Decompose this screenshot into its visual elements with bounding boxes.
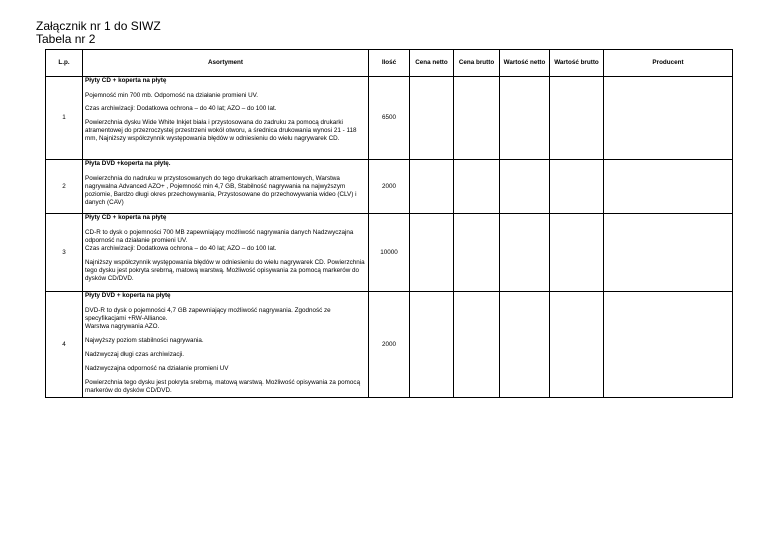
cena-brutto-cell[interactable] <box>454 160 500 214</box>
row-number: 3 <box>46 214 83 292</box>
cena-netto-cell[interactable] <box>410 77 454 160</box>
description-line: DVD-R to dysk o pojemności 4,7 GB zapewniający możliwość nagrywania. Zgodność ze specyfikacjami +RW-Alliance. <box>85 307 331 322</box>
header-asortyment: Asortyment <box>83 50 369 77</box>
table-row <box>46 292 733 398</box>
cena-brutto-cell[interactable] <box>454 292 500 398</box>
row-description <box>83 292 369 398</box>
producent-cell[interactable] <box>604 292 733 398</box>
wartosc-netto-cell[interactable] <box>500 77 550 160</box>
table-title: Tabela nr 2 <box>36 32 96 46</box>
description-line: Czas archiwizacji: Dodatkowa ochrona – do 40 lat; AZO – do 100 lat. <box>85 245 277 252</box>
wartosc-brutto-cell[interactable] <box>550 160 604 214</box>
producent-cell[interactable] <box>604 214 733 292</box>
header-ilosc: Ilość <box>369 50 410 77</box>
product-title: Płyty CD + koperta na płytę <box>85 214 167 221</box>
wartosc-netto-cell[interactable] <box>500 292 550 398</box>
description-line: Nadzwyczajna odporność na działanie promieni UV <box>85 365 229 372</box>
document-header <box>36 20 161 46</box>
header-wartosc-brutto: Wartość brutto <box>550 50 604 77</box>
description-line: Nadzwyczaj długi czas archiwizacji. <box>85 351 185 358</box>
cena-brutto-cell[interactable] <box>454 214 500 292</box>
table-row <box>46 77 733 160</box>
header-cena-brutto: Cena brutto <box>454 50 500 77</box>
row-quantity: 2000 <box>369 160 410 214</box>
description-line: Najwyższy poziom stabilności nagrywania. <box>85 337 204 344</box>
row-quantity: 6500 <box>369 77 410 160</box>
table-header-row <box>46 50 733 77</box>
producent-cell[interactable] <box>604 77 733 160</box>
products-table <box>45 49 733 398</box>
row-description <box>83 214 369 292</box>
table-row <box>46 160 733 214</box>
header-wartosc-netto: Wartość netto <box>500 50 550 77</box>
wartosc-brutto-cell[interactable] <box>550 292 604 398</box>
cena-netto-cell[interactable] <box>410 292 454 398</box>
description-line: Pojemność min 700 mb. Odporność na działanie promieni UV. <box>85 92 259 99</box>
producent-cell[interactable] <box>604 160 733 214</box>
row-number: 4 <box>46 292 83 398</box>
row-number: 1 <box>46 77 83 160</box>
row-quantity: 2000 <box>369 292 410 398</box>
wartosc-brutto-cell[interactable] <box>550 214 604 292</box>
product-title: Płyty CD + koperta na płytę <box>85 77 167 84</box>
product-title: Płyty DVD + koperta na płytę <box>85 292 171 299</box>
wartosc-netto-cell[interactable] <box>500 214 550 292</box>
row-number: 2 <box>46 160 83 214</box>
product-title: Płyta DVD +koperta na płytę. <box>85 160 171 167</box>
row-description <box>83 77 369 160</box>
header-producent: Producent <box>604 50 733 77</box>
description-line: Powierzchnia dysku Wide White Inkjet biała i przystosowana do zadruku za pomocą drukarki atramentowej do przezroczystej przestrzeni wokół otworu, a średnica drukowania wynosi 21 - 118 mm, Najniższy współczynnik występowania błędów w odniesieniu do wielu nagrywarek CD. <box>85 119 357 142</box>
cena-netto-cell[interactable] <box>410 214 454 292</box>
table-row <box>46 214 733 292</box>
cena-brutto-cell[interactable] <box>454 77 500 160</box>
attachment-title: Załącznik nr 1 do SIWZ <box>36 19 161 33</box>
wartosc-brutto-cell[interactable] <box>550 77 604 160</box>
row-quantity: 10000 <box>369 214 410 292</box>
description-line: Powierzchnia tego dysku jest pokryta srebrną, matową warstwą. Możliwość opisywania za pomocą markerów do dysków CD/DVD. <box>85 379 361 394</box>
row-description <box>83 160 369 214</box>
description-line: Warstwa nagrywania AZO. <box>85 323 160 330</box>
description-line: Najniższy współczynnik występowania błędów w odniesieniu do wielu nagrywarek CD. Powierzchnia tego dysku jest pokryta srebrną, matową warstwą. Możliwość opisywania za pomocą markerów do dysków CD/DVD. <box>85 259 365 282</box>
description-line: CD-R to dysk o pojemności 700 MB zapewniający możliwość nagrywania danych Nadzwyczajna odporność na działanie promieni UV. <box>85 229 354 244</box>
header-cena-netto: Cena netto <box>410 50 454 77</box>
description-line: Czas archiwizacji: Dodatkowa ochrona – do 40 lat; AZO – do 100 lat. <box>85 105 277 112</box>
wartosc-netto-cell[interactable] <box>500 160 550 214</box>
header-lp: L.p. <box>46 50 83 77</box>
description-line: Powierzchnia do nadruku w przystosowanych do tego drukarkach atramentowych, Warstwa nagrywalna Advanced AZO+ , Pojemność min 4,7 GB, Stabilność nagrywania na najwyższym poziomie, Bardzo długi okres przechowywania, Przystosowane do przechowywania wideo (CLV) i danych (CAV) <box>85 175 357 206</box>
cena-netto-cell[interactable] <box>410 160 454 214</box>
